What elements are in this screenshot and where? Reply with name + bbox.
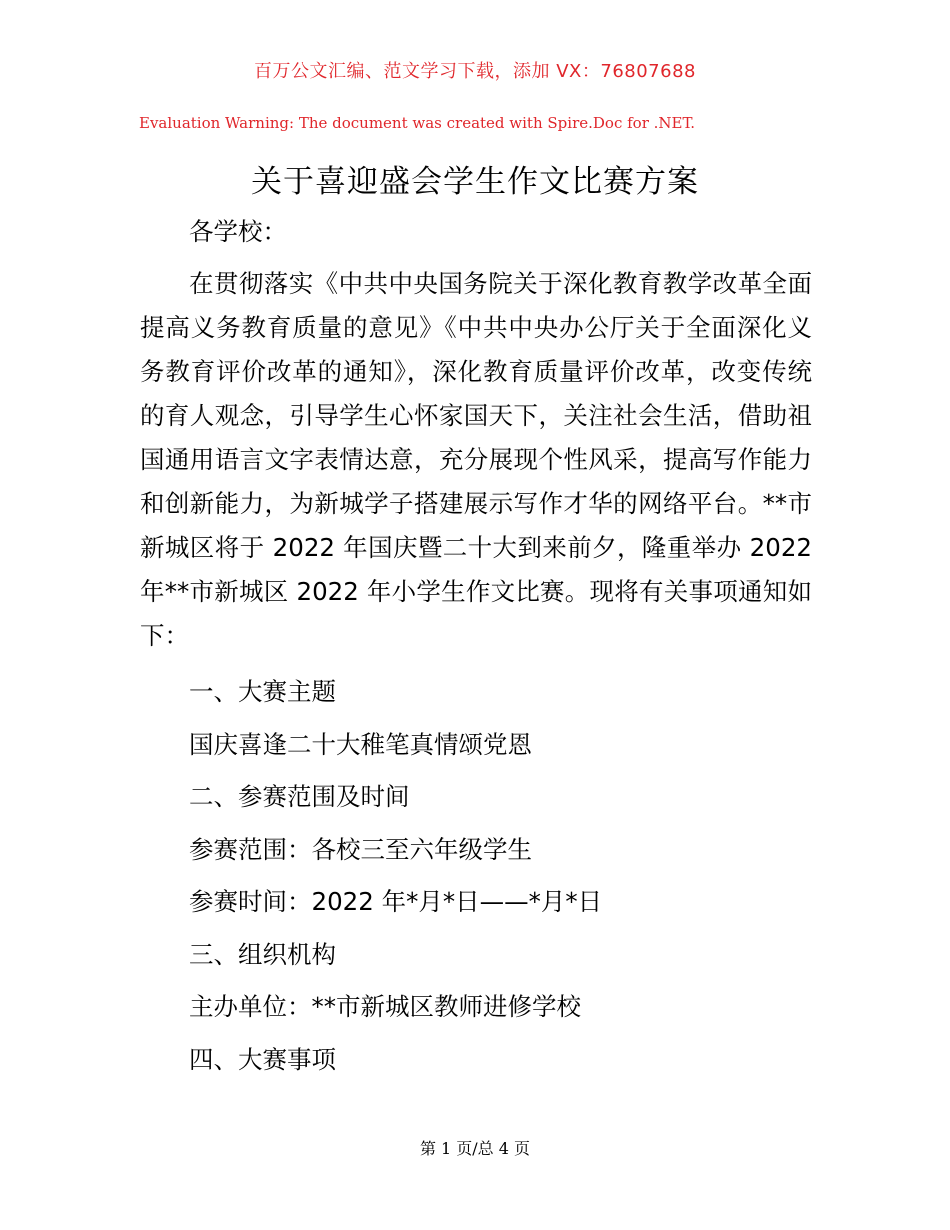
section-heading-organization: 三、组织机构 — [189, 939, 336, 969]
section-heading-scope: 二、参赛范围及时间 — [189, 782, 410, 811]
time-text: 参赛时间：2022 年*月*日——*月*日 — [189, 887, 603, 916]
document-title: 关于喜迎盛会学生作文比赛方案 — [251, 164, 699, 200]
section-heading-matters: 四、大赛事项 — [189, 1044, 336, 1074]
theme-text: 国庆喜逢二十大稚笔真情颂党恩 — [189, 729, 532, 759]
evaluation-warning: Evaluation Warning: The document was created with Spire.Doc for .NET. — [139, 114, 696, 132]
section-heading-theme: 一、大赛主题 — [189, 677, 336, 706]
scope-text: 参赛范围：各校三至六年级学生 — [189, 834, 532, 864]
body-paragraph: 在贯彻落实《中共中央国务院关于深化教育教学改革全面提高义务教育质量的意见》《中共中央办公厅关于全面深化义务教育评价改革的通知》，深化教育质量评价改革，改变传统的育人观念，引导学生心怀家国天下，关注社会生活，借助祖国通用语言文字表情达意，充分展现个性风采，提高写作能力和创新能力，为新城学子搭建展示写作才华的网络平台。**市新城区将于 2022 年国庆暨二十大到来前夕，隆重举办 2022 年**市新城区 2022 年小学生作文比赛。现将有关事项通知如下： — [140, 269, 812, 650]
organizer-text: 主办单位：**市新城区教师进修学校 — [189, 992, 581, 1021]
header-ad-text: 百万公文汇编、范文学习下载，添加 VX：76807688 — [254, 61, 696, 82]
page-footer: 第 1 页/总 4 页 — [419, 1139, 531, 1158]
document-content — [140, 210, 812, 1086]
salutation: 各学校： — [189, 217, 287, 246]
